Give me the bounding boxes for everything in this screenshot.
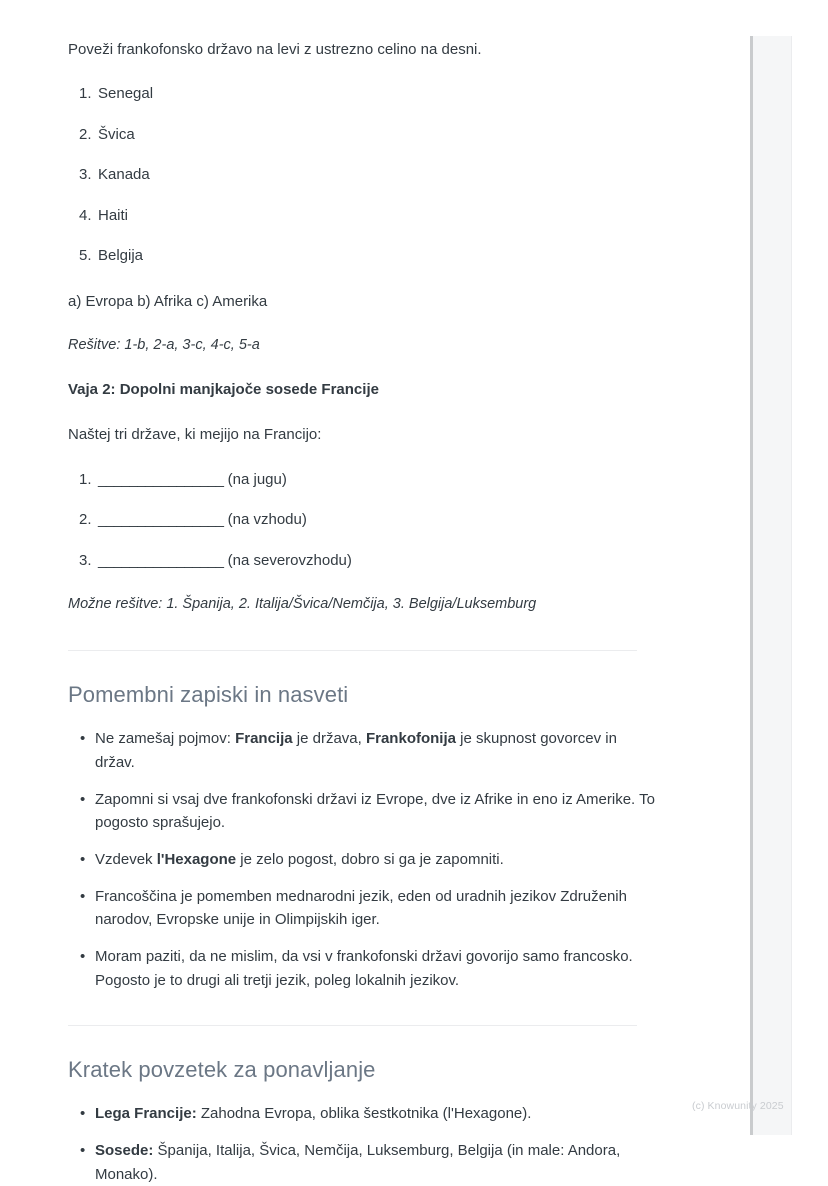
bullet-text: Zapomni si vsaj dve frankofonski državi iz Evrope, dve iz Afrike in eno iz Amerike. To pogosto sprašujejo. xyxy=(95,790,655,832)
spacer xyxy=(68,1026,700,1056)
bullet-emphasis: Francija xyxy=(235,730,293,748)
list-marker: 1. xyxy=(79,85,92,103)
list-item-label: Haiti xyxy=(98,206,129,224)
spacer xyxy=(68,357,700,379)
spacer xyxy=(68,1084,700,1102)
list-marker: 3. xyxy=(79,551,92,569)
bullet-icon: • xyxy=(80,1105,86,1123)
list-item xyxy=(68,848,655,872)
notes-bullet-list xyxy=(68,727,700,992)
list-item-label: Kanada xyxy=(98,166,150,184)
bullet-text: je skupnost govorcev in držav. xyxy=(95,730,617,772)
fill-in-blank[interactable]: ________________ xyxy=(98,470,224,488)
list-marker: 3. xyxy=(79,166,92,184)
list-item-label: Belgija xyxy=(98,247,144,265)
list-marker: 1. xyxy=(79,470,92,488)
list-item xyxy=(68,83,700,106)
list-item xyxy=(68,164,700,187)
scrollbar-panel[interactable] xyxy=(750,36,792,1135)
list-item xyxy=(68,727,655,774)
list-marker: 2. xyxy=(79,125,92,143)
spacer xyxy=(68,572,700,594)
bullet-icon: • xyxy=(80,730,86,748)
blank-hint: (na jugu) xyxy=(223,470,287,488)
exercise1-solution: Rešitve: 1-b, 2-a, 3-c, 4-c, 5-a xyxy=(68,337,260,353)
notes-section-title: Pomembni zapiski in nasveti xyxy=(68,681,349,707)
copyright-watermark: (c) Knowunity 2025 xyxy=(692,1100,784,1112)
exercise2-blank-list xyxy=(68,469,700,573)
spacer xyxy=(68,313,700,335)
fill-in-blank[interactable]: ________________ xyxy=(98,551,224,569)
list-item xyxy=(68,1139,655,1186)
summary-bullet-list xyxy=(68,1102,700,1186)
spacer xyxy=(68,447,700,469)
bullet-icon: • xyxy=(80,851,86,869)
bullet-text: Vzdevek xyxy=(95,851,157,869)
bullet-text: Francoščina je pomemben mednarodni jezik, eden od uradnih jezikov Združenih narodov, Evropske unije in Olimpijskih iger. xyxy=(95,887,627,929)
spacer xyxy=(68,61,700,83)
blank-hint: (na severovzhodu) xyxy=(223,551,352,569)
bullet-emphasis: l'Hexagone xyxy=(156,851,237,869)
exercise2-heading: Vaja 2: Dopolni manjkajoče sosede Francije xyxy=(68,380,379,398)
list-marker: 2. xyxy=(79,511,92,528)
spacer xyxy=(68,616,700,650)
list-item xyxy=(68,550,700,573)
page-edge-divider xyxy=(791,36,792,1135)
bullet-text: Zahodna Evropa, oblika šestkotnika (l'Hexagone). xyxy=(196,1105,532,1123)
exercise1-options: a) Evropa b) Afrika c) Amerika xyxy=(68,292,268,310)
spacer xyxy=(68,268,700,290)
bullet-icon: • xyxy=(80,887,86,905)
exercise1-country-list xyxy=(68,83,700,268)
exercise2-solution: Možne rešitve: 1. Španija, 2. Italija/Švica/Nemčija, 3. Belgija/Luksemburg xyxy=(68,596,537,612)
list-item xyxy=(68,245,700,268)
list-marker: 5. xyxy=(79,247,92,265)
spacer xyxy=(68,401,700,423)
list-item xyxy=(68,788,655,835)
exercise2-instruction: Naštej tri države, ki mejijo na Francijo: xyxy=(68,426,322,444)
bullet-emphasis: Lega Francije: xyxy=(95,1105,197,1123)
bullet-text: je zelo pogost, dobro si ga je zapomniti. xyxy=(236,851,504,869)
bullet-icon: • xyxy=(80,1141,86,1159)
spacer xyxy=(68,651,700,681)
spacer xyxy=(68,993,700,1025)
exercise1-instruction: Poveži frankofonsko državo na levi z ustrezno celino na desni. xyxy=(68,41,482,58)
blank-hint: (na vzhodu) xyxy=(223,511,307,528)
spacer xyxy=(68,709,700,727)
bullet-text: Moram paziti, da ne mislim, da vsi v frankofonski državi govorijo samo francosko. Pogosto je to drugi ali tretji jezik, poleg lokalnih jezikov. xyxy=(95,948,633,989)
bullet-text: Španija, Italija, Švica, Nemčija, Luksemburg, Belgija (in male: Andora, Monako). xyxy=(95,1141,621,1183)
list-item xyxy=(68,885,655,932)
bullet-text: je država, xyxy=(292,730,366,748)
list-item xyxy=(68,469,700,492)
list-item xyxy=(68,945,655,992)
bullet-emphasis: Sosede: xyxy=(95,1141,154,1159)
list-item-label: Švica xyxy=(98,125,135,143)
list-item xyxy=(68,205,700,228)
bullet-emphasis: Frankofonija xyxy=(365,730,456,748)
bullet-icon: • xyxy=(80,790,86,808)
list-item xyxy=(68,1102,655,1126)
bullet-icon: • xyxy=(80,948,86,966)
bullet-text: Ne zamešaj pojmov: xyxy=(95,730,236,748)
list-item xyxy=(68,509,700,532)
fill-in-blank[interactable]: ________________ xyxy=(98,511,224,528)
summary-section-title: Kratek povzetek za ponavljanje xyxy=(68,1056,376,1082)
list-item xyxy=(68,124,700,147)
list-item-label: Senegal xyxy=(98,85,154,103)
list-marker: 4. xyxy=(79,206,92,224)
